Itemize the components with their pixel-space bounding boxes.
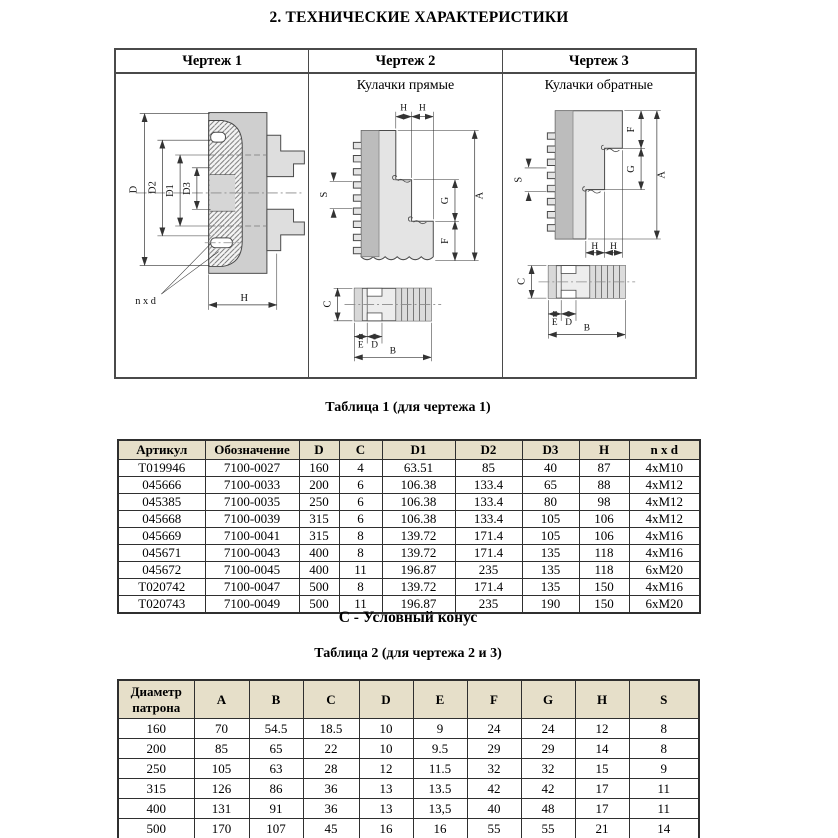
dim-label-S: S bbox=[513, 176, 525, 183]
table-cell: 171.4 bbox=[455, 579, 522, 596]
table-cell: 6xM20 bbox=[629, 562, 700, 579]
table-cell: 7100-0027 bbox=[205, 460, 299, 477]
table1 bbox=[117, 439, 701, 614]
table-cell: 105 bbox=[522, 528, 579, 545]
table-cell: 13 bbox=[359, 799, 413, 819]
table-cell: 196.87 bbox=[382, 596, 455, 614]
table-cell: 6 bbox=[339, 477, 382, 494]
table1-header-row bbox=[118, 440, 700, 460]
table-cell: 400 bbox=[299, 545, 339, 562]
column-header: A bbox=[194, 680, 249, 719]
drawings-header-row bbox=[116, 50, 695, 74]
drawings-table bbox=[114, 48, 697, 379]
table-row bbox=[118, 579, 700, 596]
table-cell: 4xM16 bbox=[629, 528, 700, 545]
table-cell: 105 bbox=[194, 759, 249, 779]
table-cell: 42 bbox=[521, 779, 575, 799]
table-cell: 160 bbox=[299, 460, 339, 477]
table-cell: 12 bbox=[575, 719, 629, 739]
table-cell: 10 bbox=[359, 719, 413, 739]
table2-caption: Таблица 2 (для чертежа 2 и 3) bbox=[314, 646, 502, 661]
column-header: D bbox=[299, 440, 339, 460]
table-cell: 045671 bbox=[118, 545, 205, 562]
table-row bbox=[118, 759, 699, 779]
column-header: E bbox=[413, 680, 467, 719]
table-cell: 135 bbox=[522, 579, 579, 596]
reverse-jaws-subtitle: Кулачки обратные bbox=[544, 78, 653, 93]
table-cell: 045668 bbox=[118, 511, 205, 528]
table-cell: 17 bbox=[575, 799, 629, 819]
table-cell: 133.4 bbox=[455, 494, 522, 511]
column-header: F bbox=[467, 680, 521, 719]
table-row bbox=[118, 739, 699, 759]
table2 bbox=[117, 679, 700, 838]
table-cell: 4xM12 bbox=[629, 511, 700, 528]
table-cell: 29 bbox=[467, 739, 521, 759]
table-cell: 63 bbox=[249, 759, 303, 779]
dim-label-B: B bbox=[390, 346, 397, 357]
dim-label-H1: H bbox=[590, 241, 598, 252]
table-cell: 55 bbox=[467, 819, 521, 838]
table-cell: 98 bbox=[579, 494, 629, 511]
table-cell: 106 bbox=[579, 528, 629, 545]
table-cell: 85 bbox=[194, 739, 249, 759]
table-cell: 12 bbox=[359, 759, 413, 779]
table-cell: 8 bbox=[629, 739, 699, 759]
table-cell: 107 bbox=[249, 819, 303, 838]
table-row bbox=[118, 511, 700, 528]
chuck-drawing-cell bbox=[116, 74, 308, 377]
table-cell: 190 bbox=[522, 596, 579, 614]
table-cell: 235 bbox=[455, 562, 522, 579]
table-cell: 135 bbox=[522, 562, 579, 579]
table-cell: 4xM16 bbox=[629, 545, 700, 562]
dim-label-D2: D2 bbox=[147, 181, 159, 194]
table-cell: 4xM12 bbox=[629, 477, 700, 494]
table-cell: 315 bbox=[299, 528, 339, 545]
table-cell: 36 bbox=[303, 779, 359, 799]
column-header: D1 bbox=[382, 440, 455, 460]
table-cell: 500 bbox=[118, 819, 194, 838]
table-cell: 40 bbox=[522, 460, 579, 477]
table2-header-row bbox=[118, 680, 699, 719]
table-cell: 28 bbox=[303, 759, 359, 779]
table-cell: 118 bbox=[579, 545, 629, 562]
table-cell: 7100-0041 bbox=[205, 528, 299, 545]
column-header: B bbox=[249, 680, 303, 719]
table-cell: 7100-0039 bbox=[205, 511, 299, 528]
column-header: G bbox=[521, 680, 575, 719]
table-cell: 11 bbox=[629, 779, 699, 799]
table-cell: 106.38 bbox=[382, 511, 455, 528]
drawing-header-3: Чертеж 3 bbox=[502, 50, 695, 72]
dim-label-H1: H bbox=[400, 103, 408, 114]
table-cell: 4 bbox=[339, 460, 382, 477]
table-cell: 200 bbox=[299, 477, 339, 494]
dim-label-E: E bbox=[551, 317, 558, 328]
table-cell: 32 bbox=[521, 759, 575, 779]
column-header: D3 bbox=[522, 440, 579, 460]
dim-label-S: S bbox=[319, 191, 331, 198]
column-header: H bbox=[579, 440, 629, 460]
table-cell: 40 bbox=[467, 799, 521, 819]
dim-label-G: G bbox=[440, 196, 452, 205]
table-cell: 36 bbox=[303, 799, 359, 819]
dim-label-H2: H bbox=[609, 241, 617, 252]
table-cell: 11 bbox=[629, 799, 699, 819]
table-cell: 6xM20 bbox=[629, 596, 700, 614]
chuck-section-drawing bbox=[116, 74, 308, 377]
table-cell: 200 bbox=[118, 739, 194, 759]
table-cell: 150 bbox=[579, 579, 629, 596]
table-cell: 16 bbox=[413, 819, 467, 838]
table-row bbox=[118, 494, 700, 511]
table-row bbox=[118, 477, 700, 494]
page-title: 2. ТЕХНИЧЕСКИЕ ХАРАКТЕРИСТИКИ bbox=[269, 9, 569, 26]
table-cell: 139.72 bbox=[382, 545, 455, 562]
table-row bbox=[118, 819, 699, 838]
column-header: C bbox=[303, 680, 359, 719]
table-cell: 118 bbox=[579, 562, 629, 579]
table-cell: 29 bbox=[521, 739, 575, 759]
table-cell: 14 bbox=[575, 739, 629, 759]
column-header: Диаметр патрона bbox=[118, 680, 194, 719]
table-cell: 235 bbox=[455, 596, 522, 614]
table-cell: 4xM12 bbox=[629, 494, 700, 511]
table-cell: 55 bbox=[521, 819, 575, 838]
dim-label-H: H bbox=[240, 292, 248, 304]
dim-label-F: F bbox=[625, 126, 637, 133]
table-cell: 500 bbox=[299, 596, 339, 614]
table-cell: 9 bbox=[413, 719, 467, 739]
table-cell: 45 bbox=[303, 819, 359, 838]
table-cell: 105 bbox=[522, 511, 579, 528]
table-cell: 17 bbox=[575, 779, 629, 799]
table-cell: 80 bbox=[522, 494, 579, 511]
table-cell: 86 bbox=[249, 779, 303, 799]
table-cell: 11 bbox=[339, 596, 382, 614]
table-row bbox=[118, 545, 700, 562]
table-row bbox=[118, 799, 699, 819]
table-cell: 32 bbox=[467, 759, 521, 779]
table-cell: T020742 bbox=[118, 579, 205, 596]
dim-label-B: B bbox=[583, 323, 590, 334]
table-row bbox=[118, 719, 699, 739]
straight-jaws-cell bbox=[308, 74, 501, 377]
table-cell: 10 bbox=[359, 739, 413, 759]
table-cell: 196.87 bbox=[382, 562, 455, 579]
table-cell: 6 bbox=[339, 511, 382, 528]
straight-jaws-drawing bbox=[309, 96, 501, 377]
table-cell: 045669 bbox=[118, 528, 205, 545]
table-cell: 400 bbox=[299, 562, 339, 579]
table-cell: 54.5 bbox=[249, 719, 303, 739]
table-cell: 4xM10 bbox=[629, 460, 700, 477]
column-header: S bbox=[629, 680, 699, 719]
column-header: D bbox=[359, 680, 413, 719]
dim-label-D: D bbox=[564, 317, 572, 328]
table1-body bbox=[118, 460, 700, 614]
table-cell: T020743 bbox=[118, 596, 205, 614]
dim-label-A: A bbox=[474, 191, 486, 200]
dim-label-E: E bbox=[358, 340, 364, 351]
table-cell: 8 bbox=[339, 579, 382, 596]
table-cell: 70 bbox=[194, 719, 249, 739]
table-cell: 045385 bbox=[118, 494, 205, 511]
table-cell: 7100-0043 bbox=[205, 545, 299, 562]
table-cell: 131 bbox=[194, 799, 249, 819]
dim-label-D1: D1 bbox=[165, 184, 177, 197]
dim-label-D: D bbox=[128, 185, 140, 194]
table-cell: 133.4 bbox=[455, 477, 522, 494]
dim-label-A: A bbox=[656, 171, 668, 179]
column-header: C bbox=[339, 440, 382, 460]
column-header: n x d bbox=[629, 440, 700, 460]
table-row bbox=[118, 562, 700, 579]
table-cell: 13 bbox=[359, 779, 413, 799]
drawings-content-row bbox=[116, 74, 695, 377]
table-cell: 13,5 bbox=[413, 799, 467, 819]
table-cell: 7100-0045 bbox=[205, 562, 299, 579]
reverse-jaws-cell bbox=[502, 74, 695, 377]
column-header: Артикул bbox=[118, 440, 205, 460]
dim-label-D: D bbox=[371, 340, 379, 351]
table-cell: 22 bbox=[303, 739, 359, 759]
table-cell: 13.5 bbox=[413, 779, 467, 799]
table-cell: 24 bbox=[521, 719, 575, 739]
reverse-jaws-drawing bbox=[503, 96, 695, 377]
table-cell: 045666 bbox=[118, 477, 205, 494]
dim-label-D3: D3 bbox=[181, 182, 193, 195]
table-cell: 126 bbox=[194, 779, 249, 799]
table-cell: 4xM16 bbox=[629, 579, 700, 596]
table-cell: 139.72 bbox=[382, 579, 455, 596]
table-cell: 18.5 bbox=[303, 719, 359, 739]
table-cell: 63.51 bbox=[382, 460, 455, 477]
table-cell: 6 bbox=[339, 494, 382, 511]
table-cell: 91 bbox=[249, 799, 303, 819]
table-cell: 87 bbox=[579, 460, 629, 477]
table-cell: 8 bbox=[339, 528, 382, 545]
table-cell: 171.4 bbox=[455, 545, 522, 562]
table-cell: 11 bbox=[339, 562, 382, 579]
dim-label-G: G bbox=[625, 165, 637, 173]
drawing-header-2: Чертеж 2 bbox=[308, 50, 501, 72]
table2-body bbox=[118, 719, 699, 838]
table-cell: 7100-0033 bbox=[205, 477, 299, 494]
table-cell: 85 bbox=[455, 460, 522, 477]
dim-label-nxd: n x d bbox=[135, 295, 156, 307]
table-cell: 400 bbox=[118, 799, 194, 819]
column-header: D2 bbox=[455, 440, 522, 460]
table-cell: 7100-0035 bbox=[205, 494, 299, 511]
table1-caption: Таблица 1 (для чертежа 1) bbox=[325, 400, 491, 415]
table-cell: 14 bbox=[629, 819, 699, 838]
table-cell: 045672 bbox=[118, 562, 205, 579]
table-cell: 48 bbox=[521, 799, 575, 819]
table-cell: 250 bbox=[299, 494, 339, 511]
table-cell: 106.38 bbox=[382, 494, 455, 511]
table-cell: 106 bbox=[579, 511, 629, 528]
table-cell: 170 bbox=[194, 819, 249, 838]
table-cell: 315 bbox=[299, 511, 339, 528]
straight-jaws-subtitle: Кулачки прямые bbox=[356, 78, 455, 93]
table-cell: 150 bbox=[579, 596, 629, 614]
table-cell: 42 bbox=[467, 779, 521, 799]
table-row bbox=[118, 528, 700, 545]
table-cell: 7100-0049 bbox=[205, 596, 299, 614]
dim-label-C: C bbox=[516, 277, 528, 285]
table-cell: 139.72 bbox=[382, 528, 455, 545]
table-cell: 133.4 bbox=[455, 511, 522, 528]
table-cell: 171.4 bbox=[455, 528, 522, 545]
table-cell: 250 bbox=[118, 759, 194, 779]
table-cell: 8 bbox=[339, 545, 382, 562]
table-cell: 160 bbox=[118, 719, 194, 739]
dim-label-F: F bbox=[440, 238, 452, 244]
table-cell: 106.38 bbox=[382, 477, 455, 494]
table-row bbox=[118, 779, 699, 799]
table-cell: 21 bbox=[575, 819, 629, 838]
table-cell: 315 bbox=[118, 779, 194, 799]
column-header: H bbox=[575, 680, 629, 719]
dim-label-H2: H bbox=[419, 103, 427, 114]
table-cell: 65 bbox=[249, 739, 303, 759]
table-cell: 135 bbox=[522, 545, 579, 562]
table-cell: T019946 bbox=[118, 460, 205, 477]
table-cell: 7100-0047 bbox=[205, 579, 299, 596]
table-cell: 9.5 bbox=[413, 739, 467, 759]
table-cell: 65 bbox=[522, 477, 579, 494]
table-cell: 15 bbox=[575, 759, 629, 779]
table-cell: 8 bbox=[629, 719, 699, 739]
table-cell: 500 bbox=[299, 579, 339, 596]
table-cell: 24 bbox=[467, 719, 521, 739]
table-cell: 16 bbox=[359, 819, 413, 838]
table-cell: 11.5 bbox=[413, 759, 467, 779]
cone-note: С - Условный конус bbox=[338, 609, 478, 626]
column-header: Обозначение bbox=[205, 440, 299, 460]
table-cell: 9 bbox=[629, 759, 699, 779]
drawing-header-1: Чертеж 1 bbox=[182, 53, 243, 69]
table-cell: 88 bbox=[579, 477, 629, 494]
table-row bbox=[118, 460, 700, 477]
dim-label-C: C bbox=[323, 300, 335, 308]
